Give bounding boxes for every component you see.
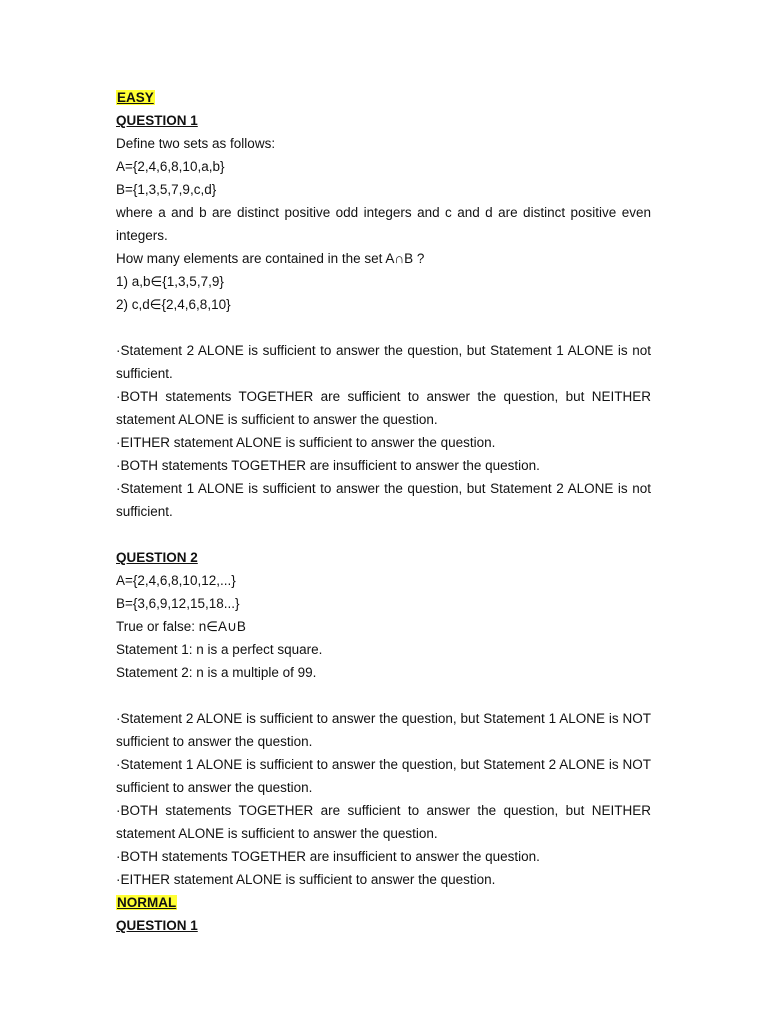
question-1-title: QUESTION 1 bbox=[116, 113, 198, 128]
q2-option: ·BOTH statements TOGETHER are insufficient to answer the question. bbox=[116, 849, 540, 864]
spacer bbox=[116, 316, 651, 339]
q1-set-a: A={2,4,6,8,10,a,b} bbox=[116, 159, 225, 174]
q1-option: ·Statement 1 ALONE is sufficient to answer the question, but Statement 2 ALONE is not sufficient. bbox=[116, 481, 651, 519]
question-normal-1-title: QUESTION 1 bbox=[116, 918, 198, 933]
q2-statement-2: Statement 2: n is a multiple of 99. bbox=[116, 665, 317, 680]
q2-option: ·Statement 2 ALONE is sufficient to answer the question, but Statement 1 ALONE is NOT sufficient to answer the question. bbox=[116, 711, 651, 749]
section-heading-normal: NORMAL bbox=[117, 895, 177, 910]
q2-option: ·EITHER statement ALONE is sufficient to answer the question. bbox=[116, 872, 496, 887]
q1-option: ·BOTH statements TOGETHER are sufficient to answer the question, but NEITHER statement ALONE is sufficient to answer the question. bbox=[116, 389, 651, 427]
question-2-title: QUESTION 2 bbox=[116, 550, 198, 565]
q1-condition: where a and b are distinct positive odd integers and c and d are distinct positive even integers. bbox=[116, 205, 651, 243]
q1-option: ·BOTH statements TOGETHER are insufficient to answer the question. bbox=[116, 458, 540, 473]
q1-question: How many elements are contained in the set A∩B ? bbox=[116, 251, 425, 266]
section-heading-easy: EASY bbox=[117, 90, 154, 105]
spacer bbox=[116, 684, 651, 707]
q2-set-a: A={2,4,6,8,10,12,...} bbox=[116, 573, 236, 588]
q2-statement-1: Statement 1: n is a perfect square. bbox=[116, 642, 323, 657]
q1-statement-1: 1) a,b∈{1,3,5,7,9} bbox=[116, 274, 224, 289]
q2-set-b: B={3,6,9,12,15,18...} bbox=[116, 596, 240, 611]
q1-set-b: B={1,3,5,7,9,c,d} bbox=[116, 182, 217, 197]
q1-intro: Define two sets as follows: bbox=[116, 136, 276, 151]
q2-option: ·BOTH statements TOGETHER are sufficient to answer the question, but NEITHER statement ALONE is sufficient to answer the question. bbox=[116, 803, 651, 841]
spacer bbox=[116, 523, 651, 546]
q1-option: ·Statement 2 ALONE is sufficient to answer the question, but Statement 1 ALONE is not sufficient. bbox=[116, 343, 651, 381]
q1-option: ·EITHER statement ALONE is sufficient to answer the question. bbox=[116, 435, 496, 450]
q2-question: True or false: n∈A∪B bbox=[116, 619, 246, 634]
q1-statement-2: 2) c,d∈{2,4,6,8,10} bbox=[116, 297, 231, 312]
q2-option: ·Statement 1 ALONE is sufficient to answer the question, but Statement 2 ALONE is NOT sufficient to answer the question. bbox=[116, 757, 651, 795]
